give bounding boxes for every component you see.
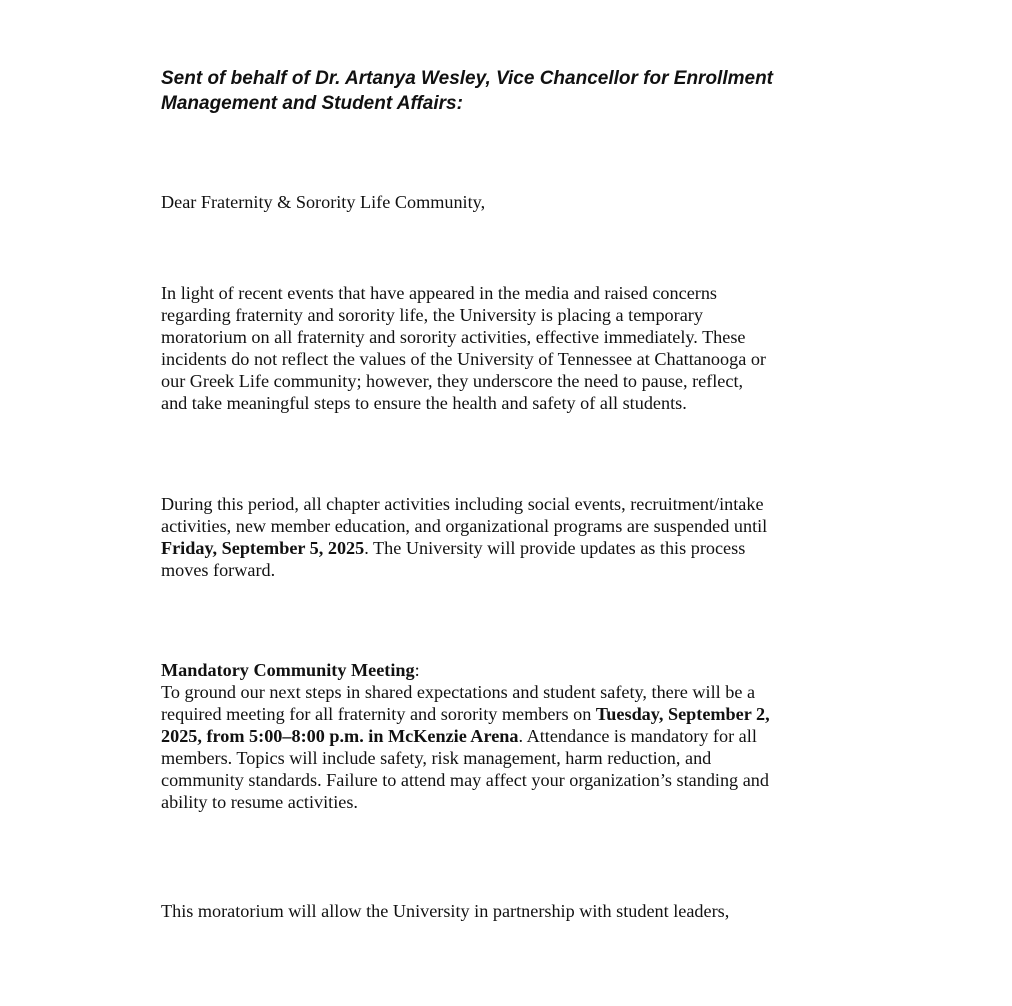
- paragraph-line: regarding fraternity and sorority life, the University is placing a temporary: [161, 305, 703, 325]
- meeting-time-location: 2025, from 5:00–8:00 p.m. in McKenzie Arena: [161, 726, 519, 746]
- paragraph-line: [161, 725, 881, 747]
- section-title: [161, 659, 881, 681]
- paragraph-line: ability to resume activities.: [161, 792, 358, 812]
- paragraph-line: In light of recent events that have appeared in the media and raised concerns: [161, 283, 717, 303]
- paragraph-line-rest: . The University will provide updates as this process: [364, 538, 746, 558]
- paragraph-line: activities, new member education, and organizational programs are suspended until: [161, 516, 768, 536]
- paragraph-suspension-period: [161, 493, 881, 581]
- paragraph-closing: [161, 900, 881, 922]
- paragraph-line-rest: . Attendance is mandatory for all: [518, 726, 757, 746]
- paragraph-mandatory-meeting: [161, 659, 881, 813]
- paragraph-line: [161, 537, 881, 559]
- meeting-date: Tuesday, September 2,: [595, 704, 770, 724]
- paragraph-line: To ground our next steps in shared expectations and student safety, there will be a: [161, 682, 756, 702]
- heading-line-1: Sent of behalf of Dr. Artanya Wesley, Vice Chancellor for Enrollment: [161, 68, 774, 89]
- paragraph-line: [161, 703, 881, 725]
- paragraph-line: our Greek Life community; however, they underscore the need to pause, reflect,: [161, 371, 744, 391]
- paragraph-line: incidents do not reflect the values of the University of Tennessee at Chattanooga or: [161, 349, 766, 369]
- paragraph-line-plain: required meeting for all fraternity and sorority members on: [161, 704, 596, 724]
- greeting: [161, 191, 881, 213]
- paragraph-moratorium: [161, 282, 881, 414]
- paragraph-line: During this period, all chapter activities including social events, recruitment/intake: [161, 494, 764, 514]
- paragraph-line: community standards. Failure to attend may affect your organization’s standing and: [161, 770, 769, 790]
- paragraph-line: and take meaningful steps to ensure the health and safety of all students.: [161, 393, 687, 413]
- greeting-text: Dear Fraternity & Sorority Life Community,: [161, 192, 486, 212]
- section-title-bold: Mandatory Community Meeting: [161, 660, 415, 680]
- heading-line-2: Management and Student Affairs:: [161, 93, 463, 114]
- suspension-end-date: Friday, September 5, 2025: [161, 538, 365, 558]
- paragraph-line: members. Topics will include safety, risk management, harm reduction, and: [161, 748, 712, 768]
- paragraph-line: moves forward.: [161, 560, 276, 580]
- paragraph-line: moratorium on all fraternity and sorority activities, effective immediately. These: [161, 327, 746, 347]
- section-title-colon: :: [414, 660, 420, 680]
- document-heading: [161, 66, 881, 116]
- paragraph-line: This moratorium will allow the University in partnership with student leaders,: [161, 901, 730, 921]
